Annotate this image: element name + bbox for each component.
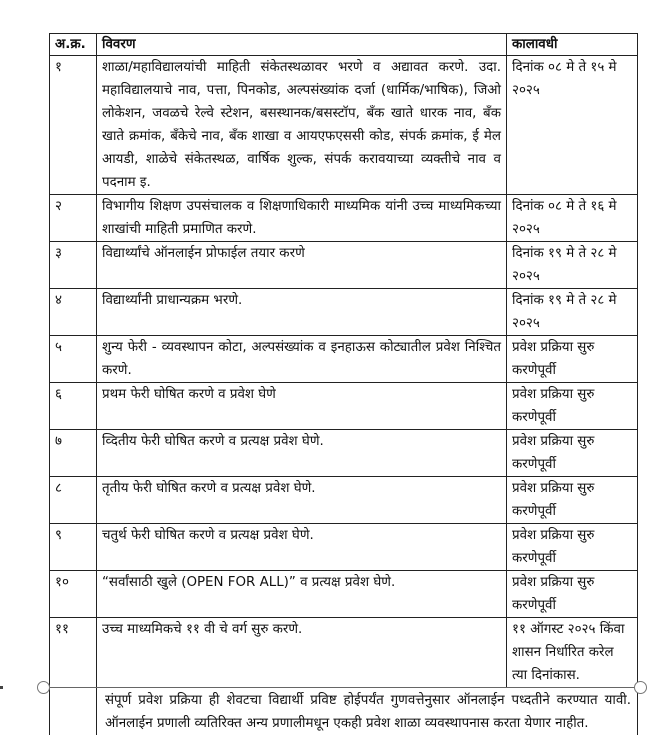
note-blank-cell — [50, 688, 97, 735]
row-deadline: दिनांक ०८ मे ते १५ मे २०२५ — [507, 56, 638, 195]
row-description: चतुर्थ फेरी घोषित करणे व प्रत्यक्ष प्रवेश घेणे. — [97, 524, 507, 571]
page-edge-mark — [0, 686, 3, 689]
row-description: शाळा/महाविद्यालयांची माहिती संकेतस्थळावर भरणे व अद्यावत करणे. उदा. महाविद्यालयाचे नाव, पत्ता, पिनकोड, अल्पसंख्यांक दर्जा (धार्मिक/भाषिक), जिओ लोकेशन, जवळचे रेल्वे स्टेशन, बसस्थानक/बसस्टॉप, बँक खाते धारक नाव, बँक खाते क्रमांक, बँकेचे नाव, बँक शाखा व आयएफएससी कोड, संपर्क क्रमांक, ई मेल आयडी, शाळेचे संकेतस्थळ, वार्षिक शुल्क, संपर्क करावयाच्या व्यक्तीचे नाव व पदनाम इ. — [97, 56, 507, 195]
row-deadline: प्रवेश प्रक्रिया सुरु करणेपूर्वी — [507, 336, 638, 383]
row-number: १० — [50, 571, 97, 618]
row-number: ५ — [50, 336, 97, 383]
header-description: विवरण — [97, 34, 507, 56]
header-row — [50, 34, 638, 56]
row-number: २ — [50, 195, 97, 242]
admission-schedule-table — [49, 33, 638, 735]
row-number: ६ — [50, 383, 97, 430]
row-description: तृतीय फेरी घोषित करणे व प्रत्यक्ष प्रवेश घेणे. — [97, 477, 507, 524]
admission-note: संपूर्ण प्रवेश प्रक्रिया ही शेवटचा विद्यार्थी प्रविष्ट होईपर्यंत गुणवत्तेनुसार ऑनलाईन पध्दतीने करण्यात यावी. ऑनलाईन प्रणाली व्यतिरिक्त अन्य प्रणालीमधून एकही प्रवेश शाळा व्यवस्थापनास करता येणार नाहीत. — [97, 688, 638, 735]
row-description: विद्यार्थ्यांनी प्राधान्यक्रम भरणे. — [97, 289, 507, 336]
table-row — [50, 524, 638, 571]
row-deadline: प्रवेश प्रक्रिया सुरु करणेपूर्वी — [507, 430, 638, 477]
row-number: १ — [50, 56, 97, 195]
table-header — [50, 34, 638, 56]
bottom-rule — [47, 687, 641, 688]
row-description: विभागीय शिक्षण उपसंचालक व शिक्षणाधिकारी माध्यमिक यांनी उच्च माध्यमिकच्या शाखांची माहिती प्रमाणित करणे. — [97, 195, 507, 242]
row-deadline: दिनांक ०८ मे ते १६ मे २०२५ — [507, 195, 638, 242]
row-number: ४ — [50, 289, 97, 336]
row-deadline: दिनांक १९ मे ते २८ मे २०२५ — [507, 242, 638, 289]
table-row — [50, 430, 638, 477]
table-body — [50, 56, 638, 735]
row-description: “सर्वांसाठी खुले (OPEN FOR ALL)” व प्रत्यक्ष प्रवेश घेणे. — [97, 571, 507, 618]
row-deadline: दिनांक १९ मे ते २८ मे २०२५ — [507, 289, 638, 336]
header-deadline: कालावधी — [507, 34, 638, 56]
corner-handle-left — [37, 681, 50, 694]
row-number: ८ — [50, 477, 97, 524]
table-row — [50, 571, 638, 618]
header-number: अ.क्र. — [50, 34, 97, 56]
row-deadline: प्रवेश प्रक्रिया सुरु करणेपूर्वी — [507, 524, 638, 571]
row-description: प्रथम फेरी घोषित करणे व प्रवेश घेणे — [97, 383, 507, 430]
row-description: विद्यार्थ्यांचे ऑनलाईन प्रोफाईल तयार करणे — [97, 242, 507, 289]
table-row — [50, 56, 638, 195]
row-number: ३ — [50, 242, 97, 289]
row-number: ११ — [50, 618, 97, 688]
row-deadline: प्रवेश प्रक्रिया सुरु करणेपूर्वी — [507, 571, 638, 618]
row-deadline: प्रवेश प्रक्रिया सुरु करणेपूर्वी — [507, 383, 638, 430]
table-row — [50, 618, 638, 688]
row-deadline: ११ ऑगस्ट २०२५ किंवा शासन निर्धारित करेल त्या दिनांकास. — [507, 618, 638, 688]
table-row — [50, 383, 638, 430]
table-row — [50, 242, 638, 289]
table-row — [50, 336, 638, 383]
row-deadline: प्रवेश प्रक्रिया सुरु करणेपूर्वी — [507, 477, 638, 524]
table-row — [50, 289, 638, 336]
row-number: ७ — [50, 430, 97, 477]
corner-handle-right — [634, 681, 647, 694]
row-description: व्दितीय फेरी घोषित करणे व प्रत्यक्ष प्रवेश घेणे. — [97, 430, 507, 477]
note-row — [50, 688, 638, 735]
row-description: शुन्य फेरी - व्यवस्थापन कोटा, अल्पसंख्यांक व इनहाऊस कोट्यातील प्रवेश निश्चित करणे. — [97, 336, 507, 383]
row-number: ९ — [50, 524, 97, 571]
table-row — [50, 477, 638, 524]
table-row — [50, 195, 638, 242]
row-description: उच्च माध्यमिकचे ११ वी चे वर्ग सुरु करणे. — [97, 618, 507, 688]
